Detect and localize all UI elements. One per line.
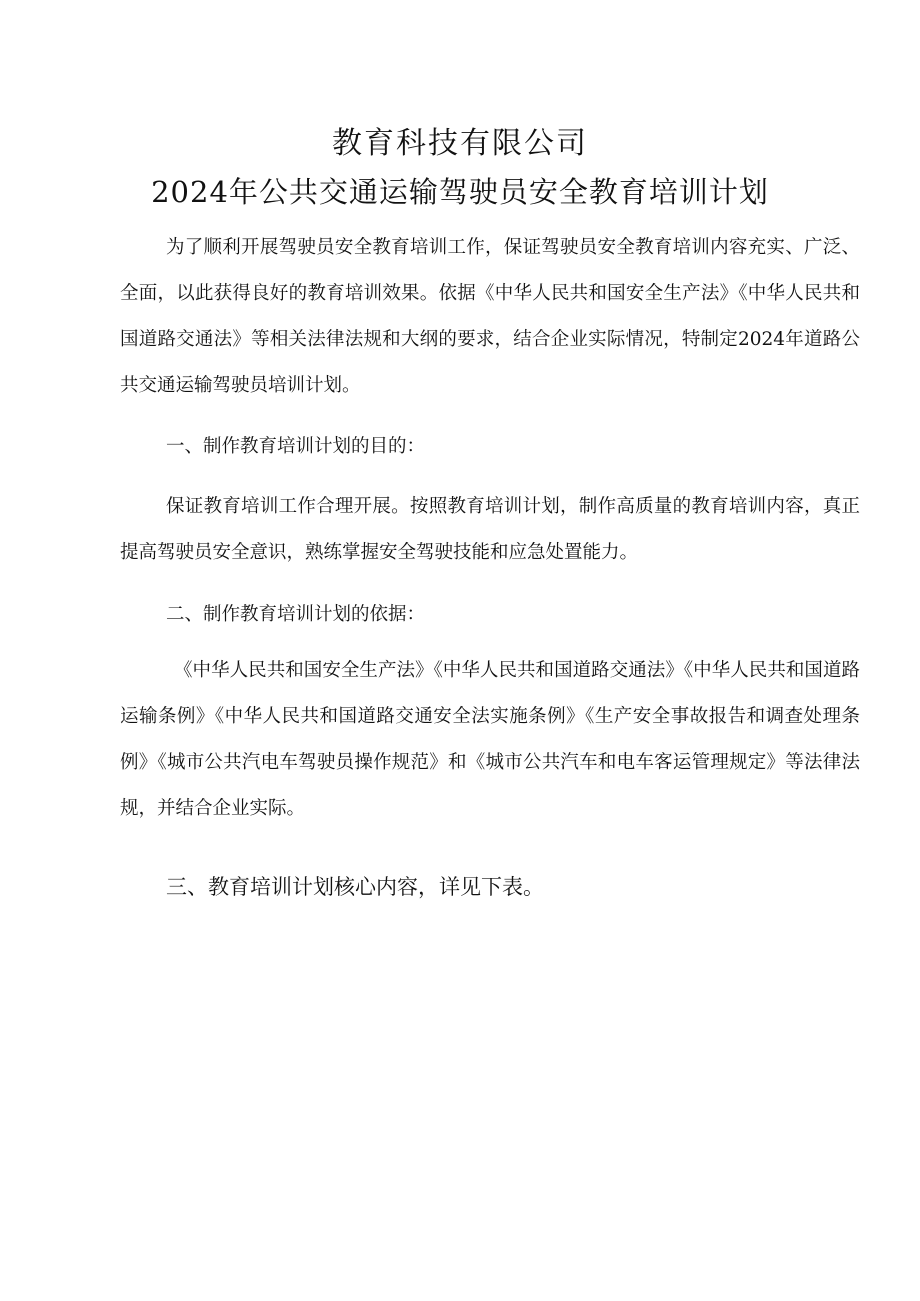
intro-paragraph: 为了顺利开展驾驶员安全教育培训工作，保证驾驶员安全教育培训内容充实、广泛、全面，以此获得良好的教育培训效果。依据《中华人民共和国安全生产法》《中华人民共和国道路交通法》等相关法律法规和大纲的要求，结合企业实际情况，特制定2024年道路公共交通运输驾驶员培训计划。 (120, 237, 860, 396)
section-one-heading: 一、制作教育培训计划的目的： (166, 436, 426, 457)
company-title: 教育科技有限公司 (332, 126, 588, 161)
section-two-heading: 二、制作教育培训计划的依据： (166, 604, 426, 625)
section-two-body: 《中华人民共和国安全生产法》《中华人民共和国道路交通法》《中华人民共和国道路运输条例》《中华人民共和国道路交通安全法实施条例》《生产安全事故报告和调查处理条例》《城市公共汽电车驾驶员操作规范》和《城市公共汽车和电车客运管理规定》等法律法规，并结合企业实际。 (120, 660, 860, 819)
section-three-heading: 三、教育培训计划核心内容，详见下表。 (166, 875, 544, 899)
section-one-body: 保证教育培训工作合理开展。按照教育培训计划，制作高质量的教育培训内容，真正提高驾驶员安全意识，熟练掌握安全驾驶技能和应急处置能力。 (120, 496, 860, 563)
plan-title: 2024年公共交通运输驾驶员安全教育培训计划 (151, 175, 769, 209)
